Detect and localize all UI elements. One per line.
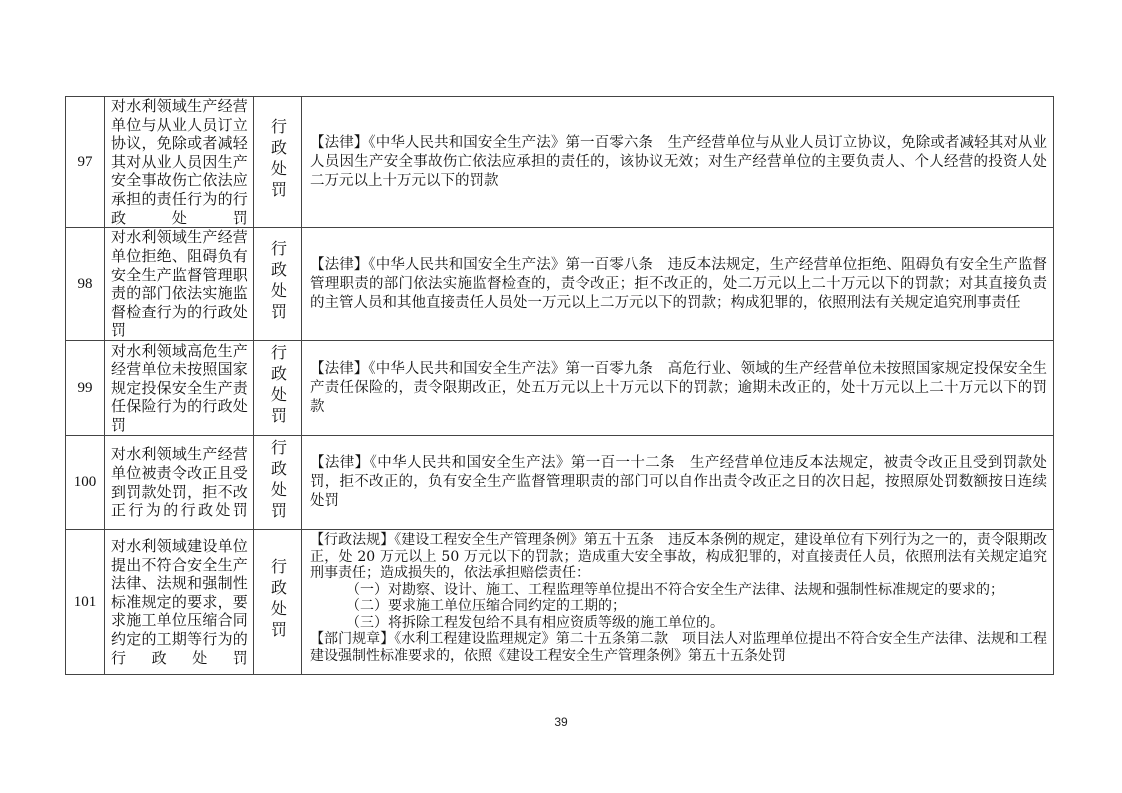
legal-basis	[302, 530, 1054, 675]
legal-basis-paragraph: 【法律】《中华人民共和国安全生产法》第一百零九条 高危行业、领域的生产经营单位未按照国家规定投保安全生产责任保险的，责令限期改正，处五万元以上十万元以下的罚款；逾期未改正的，处十万元以上二十万元以下的罚款	[310, 360, 1047, 415]
legal-basis-clause: （二）要求施工单位压缩合同约定的工期的；	[346, 598, 626, 615]
penalty-item: 对水利领域高危生产经营单位未按照国家规定投保安全生产责任保险行为的行政处罚	[105, 341, 254, 436]
legal-basis-paragraph: 【法律】《中华人民共和国安全生产法》第一百零六条 生产经营单位与从业人员订立协议，免除或者减轻其对从业人员因生产安全事故伤亡依法应承担的责任的，该协议无效；对生产经营单位的主要负责人、个人经营的投资人处二万元以上十万元以下的罚款	[310, 134, 1047, 189]
penalty-type-cell	[254, 97, 302, 228]
page-number: 39	[554, 715, 568, 729]
legal-basis-paragraph: 【法律】《中华人民共和国安全生产法》第一百一十二条 生产经营单位违反本法规定，被责令改正且受到罚款处罚，拒不改正的，负有安全生产监督管理职责的部门可以自作出责令改正之日的次日起，按照原处罚数额按日连续处罚	[310, 455, 1047, 510]
legal-basis	[302, 341, 1054, 436]
table-row	[66, 97, 1054, 228]
penalty-type: 行政处罚	[268, 558, 288, 643]
penalty-type: 行政处罚	[268, 118, 288, 203]
penalty-item: 对水利领域生产经营单位与从业人员订立协议，免除或者减轻其对从业人员因生产安全事故伤亡依法应承担的责任行为的行政处罚	[105, 97, 254, 228]
penalty-type: 行政处罚	[268, 240, 288, 325]
penalty-table	[65, 96, 1054, 675]
legal-basis-paragraph: 【部门规章】《水利工程建设监理规定》第二十五条第二款 项目法人对监理单位提出不符合安全生产法律、法规和工程建设强制性标准要求的，依照《建设工程安全生产管理条例》第五十五条处罚	[310, 631, 1047, 664]
row-number: 97	[66, 97, 105, 228]
legal-basis-paragraph: 【法律】《中华人民共和国安全生产法》第一百零八条 违反本法规定，生产经营单位拒绝、阻碍负有安全生产监督管理职责的部门依法实施监督检查的，责令改正；拒不改正的，处二万元以上二十万元以下的罚款；对其直接负责的主管人员和其他直接责任人员处一万元以上二万元以下的罚款；构成犯罪的，依照刑法有关规定追究刑事责任	[310, 256, 1047, 311]
penalty-item: 对水利领域生产经营单位被责令改正且受到罚款处罚，拒不改正行为的行政处罚	[105, 436, 254, 530]
penalty-item: 对水利领域建设单位提出不符合安全生产法律、法规和强制性标准规定的要求，要求施工单位压缩合同约定的工期等行为的行政处罚	[105, 530, 254, 675]
legal-basis-paragraph: 【行政法规】《建设工程安全生产管理条例》第五十五条 违反本条例的规定，建设单位有下列行为之一的，责令限期改正，处 20 万元以上 50 万元以下的罚款；造成重大安全事故，构成犯罪的，对直接责任人员，依照刑法有关规定追究刑事责任；造成损失的，依法承担赔偿责任：	[310, 532, 1047, 582]
penalty-type-cell	[254, 436, 302, 530]
legal-basis	[302, 228, 1054, 341]
legal-basis	[302, 436, 1054, 530]
row-number: 101	[66, 530, 105, 675]
penalty-type-cell	[254, 341, 302, 436]
legal-basis-clause: （三）将拆除工程发包给不具有相应资质等级的施工单位的。	[346, 614, 724, 631]
penalty-type: 行政处罚	[268, 438, 288, 523]
table-row	[66, 436, 1054, 530]
penalty-item: 对水利领域生产经营单位拒绝、阻碍负有安全生产监督管理职责的部门依法实施监督检查行为的行政处罚	[105, 228, 254, 341]
penalty-type-cell	[254, 530, 302, 675]
row-number: 98	[66, 228, 105, 341]
penalty-type: 行政处罚	[268, 344, 288, 429]
legal-basis	[302, 97, 1054, 228]
row-number: 100	[66, 436, 105, 530]
legal-basis-clause: （一）对勘察、设计、施工、工程监理等单位提出不符合安全生产法律、法规和强制性标准规定的要求的；	[346, 581, 1004, 598]
row-number: 99	[66, 341, 105, 436]
table-row	[66, 530, 1054, 675]
table-row	[66, 228, 1054, 341]
penalty-type-cell	[254, 228, 302, 341]
table-row	[66, 341, 1054, 436]
